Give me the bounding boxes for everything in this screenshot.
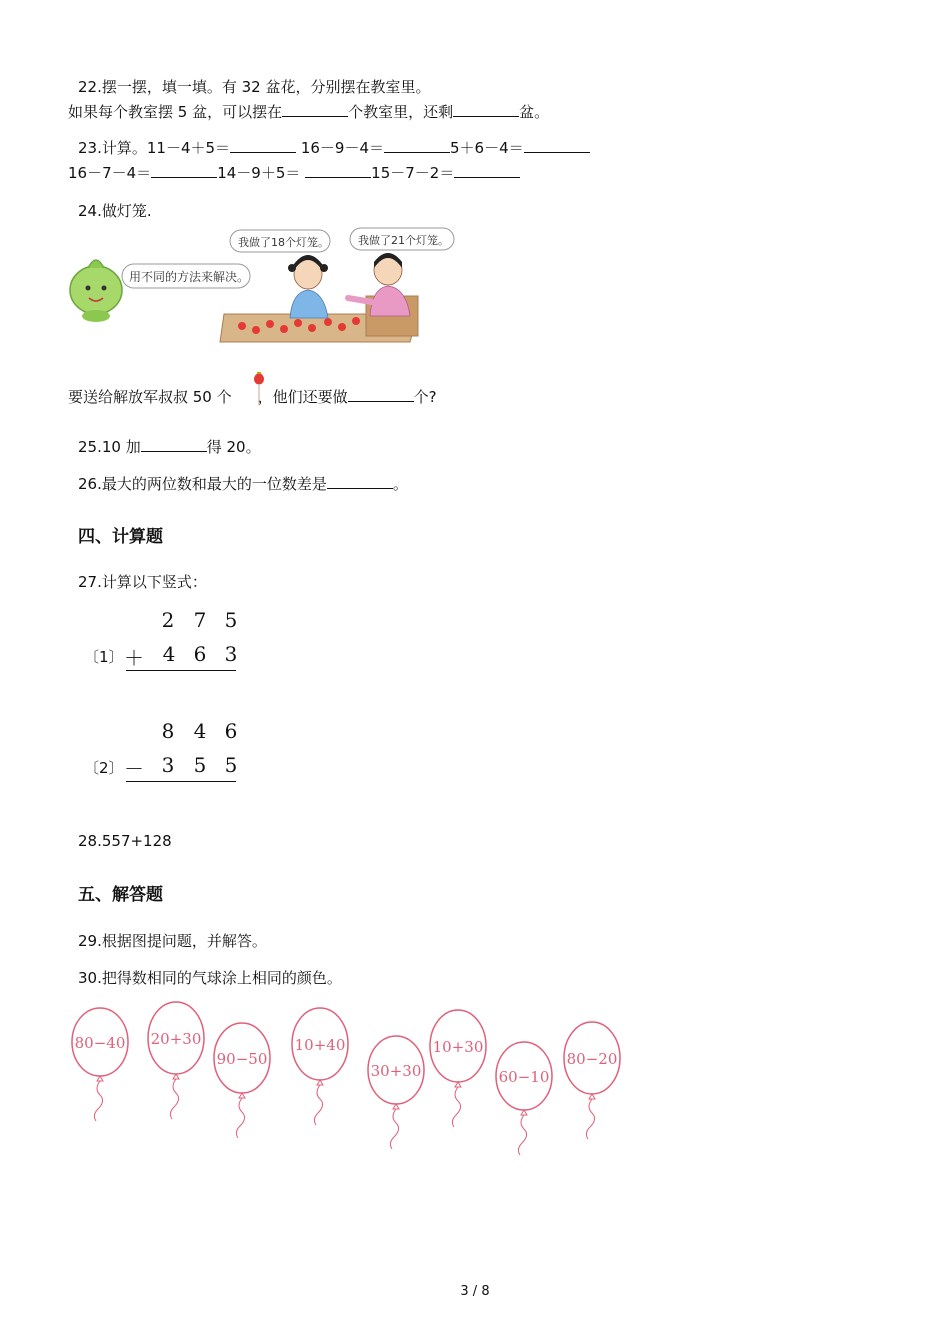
balloon-string <box>390 1109 398 1149</box>
balloon-label: 10+40 <box>294 1036 346 1054</box>
vertical-addition <box>120 608 240 678</box>
q28: 28.557+128 <box>78 832 172 850</box>
balloon[interactable] <box>292 1008 348 1125</box>
operator: － <box>124 757 144 781</box>
q23-line2 <box>68 163 520 183</box>
answer-blank[interactable] <box>348 387 414 402</box>
page-number: 3 / 8 <box>460 1284 490 1299</box>
balloon-string <box>94 1081 102 1121</box>
balloon-label: 80−20 <box>566 1050 618 1068</box>
balloon-string <box>518 1115 526 1155</box>
balloons-group <box>60 1000 640 1170</box>
q23-expr: 15－7－2＝ <box>371 164 455 182</box>
q23-expr: 23.计算。11－4＋5＝ <box>78 139 231 157</box>
bubble-girl2-text: 我做了21个灯笼。 <box>358 234 449 247</box>
bubble-left-text: 用不同的方法来解决。 <box>129 270 250 284</box>
q24-text-a: 要送给解放军叔叔 50 个 <box>68 388 232 406</box>
q27-title: 27.计算以下竖式： <box>78 573 207 591</box>
lantern-illustration <box>66 226 449 346</box>
balloon-string <box>586 1099 594 1139</box>
bubble-girl1-text: 我做了18个灯笼。 <box>238 236 329 249</box>
q23-expr: 5＋6－4＝ <box>450 139 524 157</box>
balloon-string <box>452 1087 460 1127</box>
balloon-label: 60−10 <box>498 1068 550 1086</box>
q30: 30.把得数相同的气球涂上相同的颜色。 <box>78 969 342 987</box>
lantern-icon <box>252 371 266 407</box>
digit: 4 <box>193 719 207 743</box>
sum-line <box>126 670 236 671</box>
operator: ＋ <box>124 646 144 670</box>
balloon-label: 20+30 <box>150 1030 202 1048</box>
q25-text-a: 25.10 加 <box>78 438 141 456</box>
digit: 7 <box>193 608 207 632</box>
balloon[interactable] <box>148 1002 204 1119</box>
q25 <box>78 437 261 457</box>
balloon[interactable] <box>214 1023 270 1138</box>
answer-blank[interactable] <box>305 163 371 178</box>
balloon-label: 30+30 <box>370 1062 422 1080</box>
q22-line1: 22.摆一摆，填一填。有 32 盆花，分别摆在教室里。 <box>78 78 431 96</box>
balloon-label: 10+30 <box>432 1038 484 1056</box>
balloon[interactable] <box>430 1010 486 1127</box>
q24-title: 24.做灯笼. <box>78 202 152 220</box>
answer-blank[interactable] <box>282 102 348 117</box>
answer-blank[interactable] <box>141 437 207 452</box>
balloon[interactable] <box>496 1042 552 1155</box>
answer-blank[interactable] <box>151 163 217 178</box>
q23-expr: 16－7－4＝ <box>68 164 152 182</box>
vertical-subtraction <box>120 719 240 789</box>
answer-blank[interactable] <box>454 163 520 178</box>
digit: 5 <box>224 608 238 632</box>
q29: 29.根据图提问题，并解答。 <box>78 932 267 950</box>
difference-line <box>126 781 236 782</box>
q22-text-b: 个教室里，还剩 <box>348 103 454 121</box>
q26 <box>78 474 408 494</box>
answer-blank[interactable] <box>384 138 450 153</box>
balloon[interactable] <box>72 1008 128 1121</box>
q25-text-b: 得 20。 <box>206 438 261 456</box>
mascot-icon <box>70 260 122 322</box>
q23-line1 <box>78 138 590 158</box>
q24-text-b: ，他们还要做 <box>257 388 348 406</box>
problem-label: 〔2〕 <box>84 759 124 777</box>
digit: 2 <box>161 608 175 632</box>
answer-blank[interactable] <box>230 138 296 153</box>
balloon-string <box>314 1085 322 1125</box>
section-heading-calc: 四、计算题 <box>78 527 163 547</box>
q22-text-a: 如果每个教室摆 5 盆，可以摆在 <box>68 103 283 121</box>
digit: 5 <box>193 753 207 777</box>
balloon-string <box>236 1098 244 1138</box>
balloon-label: 90−50 <box>216 1050 268 1068</box>
problem-label: 〔1〕 <box>84 648 124 666</box>
digit: 6 <box>193 642 207 666</box>
girl1-figure <box>288 255 328 318</box>
q23-expr: 14－9＋5＝ <box>217 164 301 182</box>
digit: 4 <box>162 642 176 666</box>
q24-text-c: 个? <box>413 388 437 406</box>
digit: 8 <box>161 719 175 743</box>
digit: 3 <box>161 753 175 777</box>
answer-blank[interactable] <box>524 138 590 153</box>
balloon[interactable] <box>564 1022 620 1139</box>
balloon[interactable] <box>368 1036 424 1149</box>
section-heading-answer: 五、解答题 <box>78 885 163 905</box>
answer-blank[interactable] <box>453 102 519 117</box>
answer-blank[interactable] <box>327 474 393 489</box>
digit: 6 <box>224 719 238 743</box>
q26-text-a: 26.最大的两位数和最大的一位数差是 <box>78 475 327 493</box>
q22-text-c: 盆。 <box>519 103 550 121</box>
digit: 5 <box>224 753 238 777</box>
digit: 3 <box>224 642 238 666</box>
q23-expr: 16－9－4＝ <box>300 139 384 157</box>
q22-line2 <box>68 102 549 122</box>
q26-text-b: 。 <box>392 475 408 493</box>
balloon-label: 80−40 <box>74 1034 126 1052</box>
balloon-string <box>170 1079 178 1119</box>
girl2-figure <box>348 253 410 316</box>
